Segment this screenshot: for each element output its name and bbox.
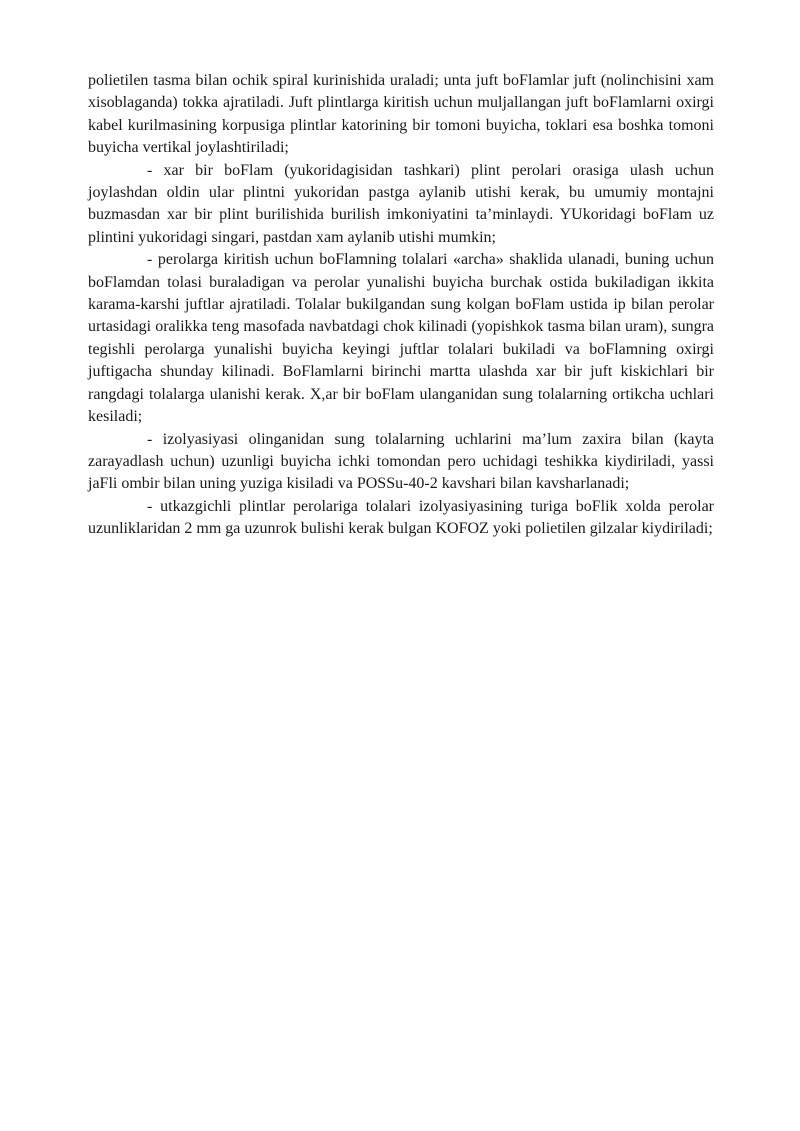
paragraph-bullet-archa-connection: - perolarga kiritish uchun boFlamning tolalari «archa» shaklida ulanadi, buning uchun boFlamdan tolasi buraladigan va perolar yunalishi buyicha burchak ostida bukiladigan ikkita karama-karshi juftlar ajratiladi. Tolalar bukilgandan sung kolgan boFlam ustida ip bilan perolar urtasidagi oralikka teng masofada navbatdagi chok kilinadi (yopishkok tasma bilan uram), sungra tegishli perolarga yunalishi buyicha keyingi juftlar tolalari bukiladi va boFlamning oxirgi juftigacha shunday kilinadi. BoFlamlarni birinchi martta ulashda xar bir juft kiskichlari bir rangdagi tolalarga ulanishi kerak. X,ar bir boFlam ulanganidan sung tolalarning ortikcha uchlari kesiladi; [88,251,714,426]
document-page [88,70,714,541]
paragraph-bullet-plint-bypass: - xar bir boFlam (yukoridagisidan tashkari) plint perolari orasiga ulash uchun joylashdan oldin ular plintni yukoridan pastga aylanib utishi kerak, bu umumiy montajni buzmasdan xar bir plint burilishida burilish imkoniyatini ta’minlaydi. YUkoridagi boFlam uz plintini yukoridagi singari, pastdan xam aylanib utishi mumkin; [88,161,714,246]
paragraph-bullet-soldering: - izolyasiyasi olinganidan sung tolalarning uchlarini ma’lum zaxira bilan (kayta zarayadlash uchun) uzunligi buyicha ichki tomondan pero uchidagi teshikka kiydiriladi, yassi jaFli ombir bilan uning yuziga kisiladi va POSSu-40-2 kavshari bilan kavsharlanadi; [88,430,714,493]
paragraph-bullet-sleeves: - utkazgichli plintlar perolariga tolalari izolyasiyasining turiga boFlik xolda perolar uzunliklaridan 2 mm ga uzunrok bulishi kerak bulgan KOFOZ yoki polietilen gilzalar kiydiriladi; [88,497,714,538]
paragraph-continuation: polietilen tasma bilan ochik spiral kurinishida uraladi; unta juft boFlamlar juft (nolinchisini xam xisoblaganda) tokka ajratiladi. Juft plintlarga kiritish uchun muljallangan juft boFlamlarni oxirgi kabel kurilmasining korpusiga plintlar katorining bir tomoni buyicha, toklari esa boshka tomoni buyicha vertikal joylashtiriladi; [88,72,714,157]
